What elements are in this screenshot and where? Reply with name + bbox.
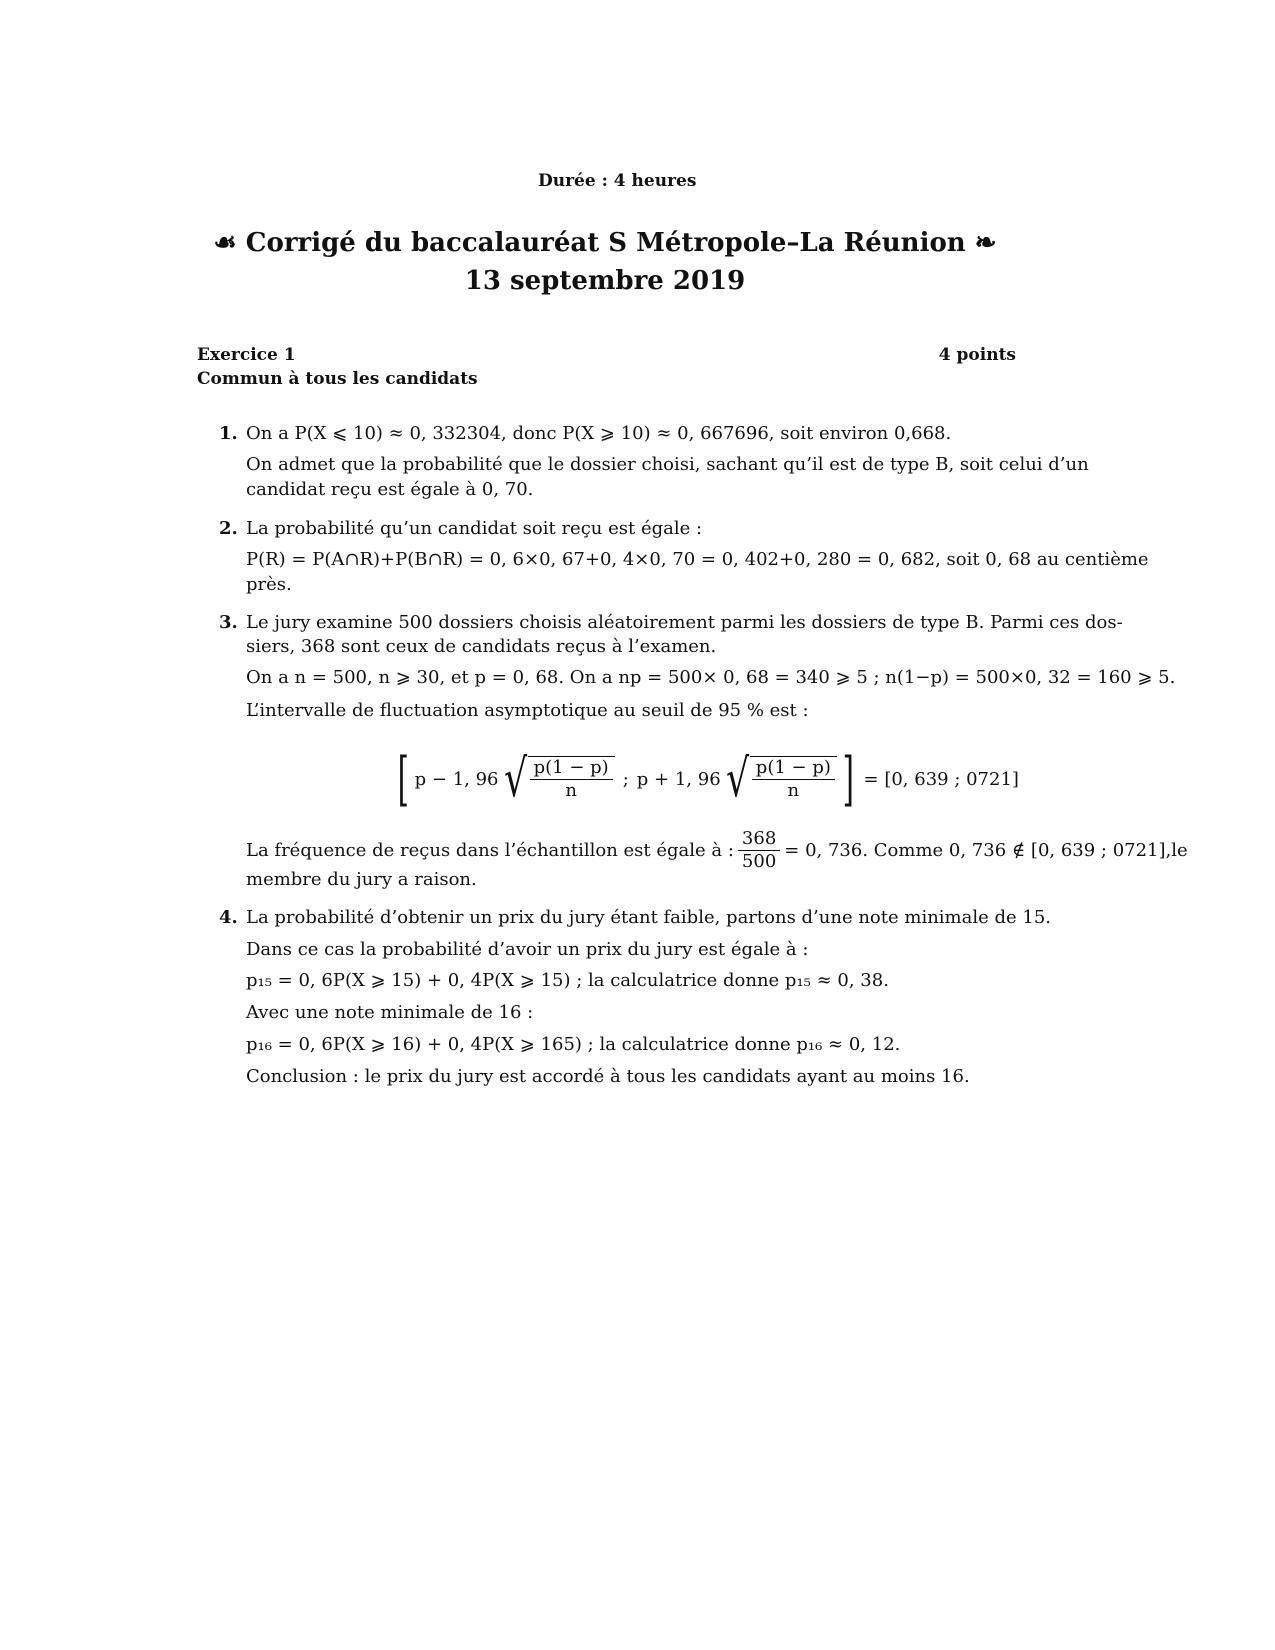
formula-left-term: p − 1, 96	[414, 768, 499, 790]
item-4-line-3: p₁₅ = 0, 6P(X ⩾ 15) + 0, 4P(X ⩾ 15) ; la calculatrice donne p₁₅ ≈ 0, 38.	[246, 970, 889, 991]
ornament-right-icon: ❧	[974, 228, 997, 258]
item-3-line-1: Le jury examine 500 dossiers choisis aléatoirement parmi les dossiers de type B. Parmi ces dos-	[246, 612, 1123, 633]
fraction-left	[530, 757, 613, 801]
frequency-line-2: membre du jury a raison.	[246, 869, 477, 890]
item-4-line-5: p₁₆ = 0, 6P(X ⩾ 16) + 0, 4P(X ⩾ 165) ; la calculatrice donne p₁₆ ≈ 0, 12.	[246, 1034, 901, 1055]
item-4-line-6: Conclusion : le prix du jury est accordé à tous les candidats ayant au moins 16.	[246, 1066, 970, 1087]
fraction-left-denominator: n	[565, 780, 577, 801]
item-3-line-2: siers, 368 sont ceux de candidats reçus à l’examen.	[246, 636, 717, 657]
item-number-3: 3.	[219, 612, 238, 633]
exercise-subtitle: Commun à tous les candidats	[197, 369, 478, 389]
formula-separator: ;	[622, 768, 629, 790]
item-number-4: 4.	[219, 907, 238, 928]
item-4-line-4: Avec une note minimale de 16 :	[246, 1002, 534, 1023]
item-number-2: 2.	[219, 518, 238, 539]
fraction-right	[752, 757, 835, 801]
frequency-prefix: La fréquence de reçus dans l’échantillon est égale à :	[246, 839, 734, 861]
item-2-line-3: près.	[246, 574, 292, 595]
bracket-left: [	[397, 745, 409, 813]
frequency-fraction	[738, 828, 780, 872]
item-number-1: 1.	[219, 423, 238, 444]
fraction-right-denominator: n	[787, 780, 800, 801]
sqrt-icon: √	[503, 749, 527, 809]
page-title	[0, 228, 1210, 258]
item-2-line-2: P(R) = P(A∩R)+P(B∩R) = 0, 6×0, 67+0, 4×0, 70 = 0, 402+0, 280 = 0, 682, soit 0, 68 au centième	[246, 549, 1149, 570]
formula-result: = [0, 639 ; 0721]	[863, 768, 1019, 790]
sqrt-icon: √	[725, 749, 749, 809]
sqrt-left	[528, 756, 615, 801]
item-4-line-1: La probabilité d’obtenir un prix du jury étant faible, partons d’une note minimale de 15.	[246, 907, 1051, 928]
frequency-numerator: 368	[738, 828, 780, 851]
item-4-line-2: Dans ce cas la probabilité d’avoir un prix du jury est égale à :	[246, 939, 809, 960]
fraction-right-numerator: p(1 − p)	[752, 757, 835, 780]
fluctuation-formula	[392, 744, 1019, 814]
item-1-line-2: On admet que la probabilité que le dossier choisi, sachant qu’il est de type B, soit celui d’un	[246, 454, 1089, 475]
title-line-1: Corrigé du baccalauréat S Métropole–La Réunion	[245, 228, 966, 258]
title-line-2: 13 septembre 2019	[464, 266, 746, 296]
frequency-denominator: 500	[741, 850, 777, 872]
item-2-line-1: La probabilité qu’un candidat soit reçu est égale :	[246, 518, 703, 539]
item-3-line-3: On a n = 500, n ⩾ 30, et p = 0, 68. On a np = 500× 0, 68 = 340 ⩾ 5 ; n(1−p) = 500×0, 32 = 160 ⩾ 5.	[246, 667, 1176, 688]
exercise-points: 4 points	[938, 345, 1016, 365]
item-1-line-1: On a P(X ⩽ 10) ≈ 0, 332304, donc P(X ⩾ 10) ≈ 0, 667696, soit environ 0,668.	[246, 423, 952, 444]
item-1-line-3: candidat reçu est égale à 0, 70.	[246, 479, 534, 500]
frequency-suffix: = 0, 736. Comme 0, 736 ∉ [0, 639 ; 0721],le	[784, 839, 1188, 861]
ornament-left-icon: ☙	[213, 228, 237, 258]
item-3-line-4: L’intervalle de fluctuation asymptotique au seuil de 95 % est :	[246, 700, 809, 721]
exercise-title: Exercice 1	[197, 345, 296, 365]
duration: Durée : 4 heures	[538, 171, 697, 191]
bracket-right: ]	[842, 745, 854, 813]
sqrt-right	[750, 756, 837, 801]
fraction-left-numerator: p(1 − p)	[530, 757, 613, 780]
formula-right-term: p + 1, 96	[636, 768, 721, 790]
